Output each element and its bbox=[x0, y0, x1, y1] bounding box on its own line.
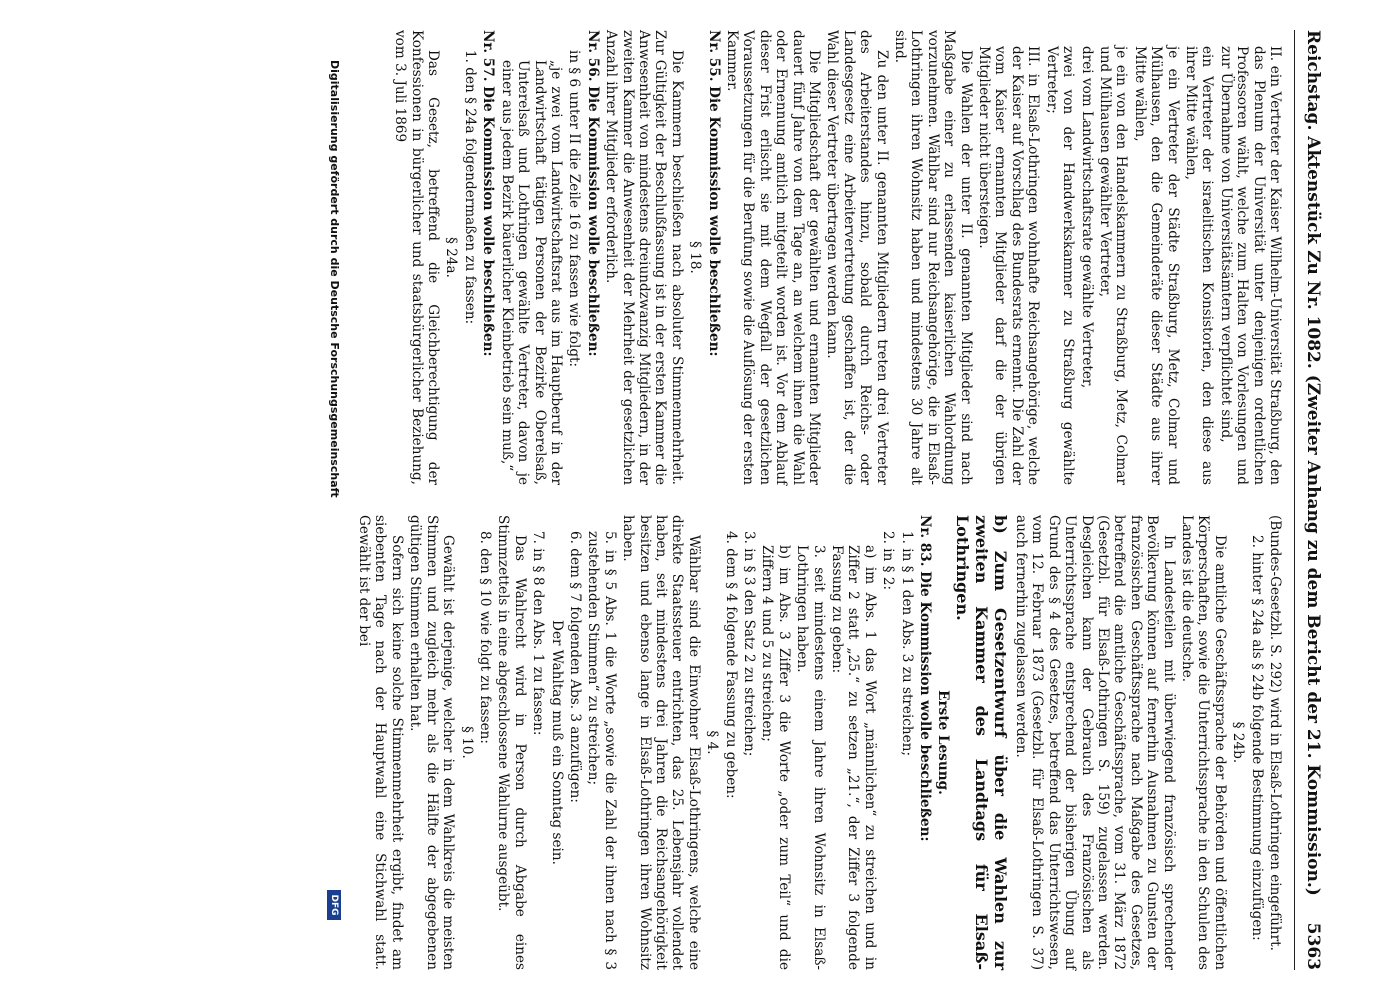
paragraph: Die Kammern beschließen nach absoluter Stimmenmehrheit. Zur Gültigkeit der Beschlußfassung ist in der ersten Kammer die Anwesenheit von mindestens dreiundzwanzig Mitgliedern, in der zweiten Kammer die Anwesenheit der Mehrheit der gesetzlichen Anzahl ihrer Mitglieder erforderlich. bbox=[603, 30, 685, 485]
funding-notice: Digitalisierung gefördert durch die Deutsche Forschungsgemeinschaft bbox=[328, 60, 341, 498]
paragraph: 5. in § 5 Abs. 1 die Worte „sowie die Zahl der ihnen nach § 3 zustehenden Stimmen“ zu streichen; bbox=[585, 531, 618, 970]
paragraph: ein Vertreter der israelitischen Konsistorien, den diese aus ihrer Mitte wählen, bbox=[1182, 46, 1216, 485]
paragraph: 8. den § 10 wie folgt zu fassen: bbox=[476, 531, 493, 744]
paragraph: § 18. bbox=[687, 241, 704, 274]
left-text-column bbox=[390, 30, 1283, 485]
paragraph: § 24a. bbox=[443, 237, 460, 278]
paragraph: 2. in § 2: bbox=[880, 531, 897, 591]
running-title: Reichstag. Aktenstück Zu Nr. 1082. (Zweiter Anhang zu dem Bericht der 21. Kommission.) bbox=[1303, 30, 1323, 896]
paragraph: Das Wahlrecht wird in Person durch Abgabe eines Stimmzettels in eine abgeschlossene Wahlurne ausgeübt. bbox=[495, 515, 528, 970]
paragraph: drei vom Landwirtschaftsrate gewählte Vertreter, bbox=[1078, 46, 1095, 389]
paragraph: Das Gesetz, betreffend die Gleichberechtigung der Konfessionen in bürgerlicher und staatsbürgerlicher Beziehung, vom 3. Juli 1869 bbox=[392, 30, 442, 485]
paragraph: Sofern sich keine solche Stimmenmehrheit ergibt, findet am siebenten Tage nach der Hauptwahl eine Stichwahl statt. Gewählt ist der bei bbox=[356, 515, 405, 970]
page-footer bbox=[319, 60, 341, 916]
paragraph: Die amtliche Geschäftssprache der Behörden und öffentlichen Körperschaften, sowie die Unterrichtssprache in den Schulen des Landes ist die deutsche. bbox=[1178, 515, 1228, 970]
paragraph: Nr. 57. Die Kommission wolle beschließen: bbox=[480, 30, 497, 357]
dfg-logo-icon: DFG bbox=[327, 890, 341, 920]
paragraph: (Bundes-Gesetzbl. S. 292) wird in Elsaß-Lothringen eingeführt. bbox=[1267, 515, 1283, 951]
paragraph: 7. in § 8 den Abs. 1 zu fassen: bbox=[530, 531, 547, 736]
paragraph: Die Mitgliedschaft der gewählten und ernannten Mitglieder dauert fünf Jahre von dem Tage an, an welchem ihnen die Wahl oder Ernennung amtlich mitgeteilt worden ist. Vor dem Ablauf dieser Frist erlischt sie mit dem Wegfall der gesetzlichen Voraussetzungen für die Berufung sowie die Auflösung der ersten Kammer. bbox=[724, 30, 823, 485]
paragraph: § 24b. bbox=[1230, 721, 1247, 764]
paragraph: Erste Lesung. bbox=[935, 690, 952, 795]
paragraph: Der Wahltag muß ein Sonntag sein. bbox=[548, 620, 565, 865]
paragraph: in § 6 unter II die Zeile 16 zu fassen wie folgt: bbox=[566, 50, 583, 368]
paragraph: b) Zum Gesetzentwurf über die Wahlen zur zweiten Kammer des Landtags für Elsaß-Lothringen. bbox=[953, 515, 1011, 970]
paragraph: Wählbar sind die Einwohner Elsaß-Lothringens, welche eine direkte Staatssteuer entrichten, das 25. Lebensjahr vollendet haben, seit mindestens drei Jahren die Reichsangehörigkeit besitzen und ebenso lange in Elsaß-Lothringen ihren Wohnsitz haben. bbox=[620, 515, 702, 970]
paragraph: 1. in § 1 den Abs. 3 zu streichen; bbox=[898, 531, 915, 757]
page-header bbox=[1294, 30, 1323, 970]
paragraph: a) im Abs. 1 das Wort „männlichen“ zu streichen und in Ziffer 2 statt „25.“ zu setzen „21.“, der Ziffer 3 folgende Fassung zu geben: bbox=[829, 545, 878, 970]
paragraph: je ein Vertreter der Städte Straßburg, Metz, Colmar und Mülhausen, den die Gemeinderäte dieser Städte aus ihrer Mitte wählen, bbox=[1131, 46, 1181, 485]
paragraph: II. ein Vertreter der Kaiser Wilhelm-Universität Straßburg, den das Plenum der Universität unter denjenigen ordentlichen Professoren wählt, welche zum Halten von Vorlesungen und zur Übernahme von Universitätsämtern verpflichtet sind, bbox=[1217, 46, 1283, 485]
paragraph: 3. seit mindestens einem Jahre ihren Wohnsitz in Elsaß-Lothringen haben. bbox=[794, 545, 827, 970]
paragraph: 2. hinter § 24a als § 24b folgende Bestimmung einzufügen: bbox=[1248, 535, 1265, 941]
paragraph: je ein von den Handelskammern zu Straßburg, Metz, Colmar und Mülhausen gewählter Vertreter, bbox=[1096, 46, 1130, 485]
paragraph: Nr. 83. Die Kommission wolle beschließen: bbox=[917, 515, 934, 842]
paragraph: 6. dem § 7 folgenden Abs. 3 anzufügen: bbox=[566, 531, 583, 803]
paragraph: 3. in § 3 den Satz 2 zu streichen; bbox=[741, 531, 758, 757]
paragraph: Die Wahlen der unter II. genannten Mitglieder sind nach Maßgabe einer zu erlassenden kaiserlichen Wahlordnung vorzunehmen. Wählbar sind nur Reichsangehörige, die in Elsaß-Lothringen ihren Wohnsitz haben und mindestens 30 Jahre alt sind. bbox=[892, 30, 974, 485]
paragraph: 4. dem § 4 folgende Fassung zu geben: bbox=[722, 531, 739, 799]
paragraph: „je zwei vom Landwirtschaftsrat aus im Hauptberuf in der Landwirtschaft tätigen Personen der Bezirke Oberelsaß, Unterelsaß und Lothringen gewählte Vertreter, davon je einer aus jedem Bezirk bäuerlicher Kleinbetrieb sein muß,“ bbox=[498, 60, 564, 485]
paragraph: III. in Elsaß-Lothringen wohnhafte Reichsangehörige, welche der Kaiser auf Vorschlag des Bundesrats ernennt. Die Zahl der vom Kaiser ernannten Mitglieder darf die der übrigen Mitglieder nicht übersteigen. bbox=[976, 46, 1042, 485]
paragraph: b) im Abs. 3 Ziffer 3 die Worte „oder zum Teil“ und die Ziffern 4 und 5 zu streichen; bbox=[759, 545, 792, 970]
paragraph: Gewählt ist derjenige, welcher in dem Wahlkreis die meisten Stimmen und zugleich mehr als die Hälfte der abgegebenen gültigen Stimmen erhalten hat. bbox=[407, 515, 457, 970]
paragraph: 1. den § 24a folgendermaßen zu fassen: bbox=[461, 50, 478, 325]
right-text-column bbox=[354, 515, 1283, 970]
paragraph: Zu den unter II. genannten Mitgliedern treten drei Vertreter des Arbeiterstandes hinzu, sobald durch Reichs- oder Landesgesetz eine Arbeitervertretung geschaffen ist, der die Wahl dieser Vertreter übertragen werden kann. bbox=[824, 30, 890, 485]
paragraph: § 10. bbox=[458, 726, 475, 759]
paragraph: zwei von der Handwerkskammer zu Straßburg gewählte Vertreter; bbox=[1043, 46, 1077, 485]
paragraph: In Landesteilen mit überwiegend französisch sprechender Bevölkerung können auf fernerhin Ausnahmen zu Gunsten der französischen Geschäftssprache nach Maßgabe des Gesetzes, betreffend die amtliche Geschäftssprache, vom 31. März 1872 (Gesetzbl. für Elsaß-Lothringen S. 159) zugelassen werden. Desgleichen kann der Gebrauch des Französischen als Unterrichtssprache entsprechend der bisherigen Übung auf Grund des § 4 des Gesetzes, betreffend das Unterrichtswesen, vom 12. Februar 1873 (Gesetzbl. für Elsaß-Lothringen S. 37) auch fernerhin zugelassen werden. bbox=[1012, 515, 1177, 970]
paragraph: Nr. 55. Die Kommission wolle beschließen: bbox=[705, 30, 722, 357]
page-number: 5363 bbox=[1303, 922, 1323, 970]
paragraph: § 4. bbox=[704, 730, 721, 755]
paragraph: Nr. 56. Die Kommission wolle beschließen: bbox=[584, 30, 601, 357]
rotated-page-content bbox=[41, 0, 1341, 1000]
